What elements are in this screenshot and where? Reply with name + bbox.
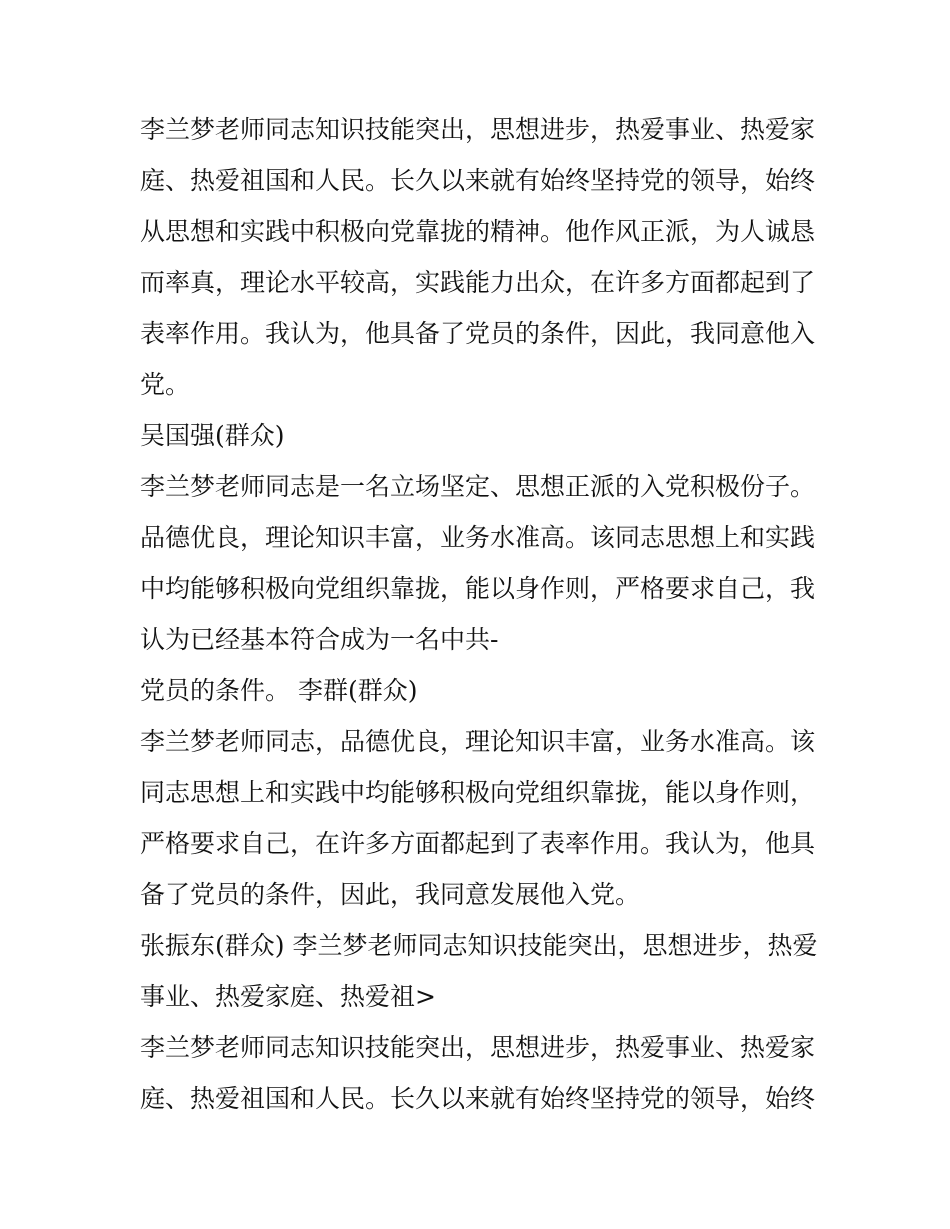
text-line: 庭、热爱祖国和人民。长久以来就有始终坚持党的领导，始终 (140, 166, 816, 195)
text-line: 表率作用。我认为，他具备了党员的条件，因此，我同意他入 (140, 319, 816, 348)
text-line: 李兰梦老师同志知识技能突出，思想进步，热爱事业、热爱家 (140, 115, 816, 144)
text-line: 严格要求自己，在许多方面都起到了表率作用。我认为，他具 (140, 829, 816, 858)
text-line: 同志思想上和实践中均能够积极向党组织靠拢，能以身作则， (140, 778, 816, 807)
text-line: 认为已经基本符合成为一名中共- (140, 625, 499, 654)
text-line: 备了党员的条件，因此，我同意发展他入党。 (140, 880, 641, 909)
text-line: 中均能够积极向党组织靠拢，能以身作则，严格要求自己，我 (140, 574, 816, 603)
text-line: 党。 (140, 370, 191, 399)
text-line: 从思想和实践中积极向党靠拢的精神。他作风正派，为人诚恳 (140, 217, 816, 246)
text-line: 而率真，理论水平较高，实践能力出众，在许多方面都起到了 (140, 268, 816, 297)
author-line: 吴国强(群众) (140, 421, 285, 450)
text-line: 事业、热爱家庭、热爱祖> (140, 982, 436, 1011)
text-line: 庭、热爱祖国和人民。长久以来就有始终坚持党的领导，始终 (140, 1084, 816, 1113)
text-line: 李兰梦老师同志，品德优良，理论知识丰富，业务水准高。该 (140, 727, 816, 756)
text-line: 品德优良，理论知识丰富，业务水准高。该同志思想上和实践 (140, 523, 816, 552)
text-line: 李兰梦老师同志是一名立场坚定、思想正派的入党积极份子。 (140, 472, 816, 501)
text-line: 张振东(群众) 李兰梦老师同志知识技能突出，思想进步，热爱 (140, 931, 818, 960)
text-line: 李兰梦老师同志知识技能突出，思想进步，热爱事业、热爱家 (140, 1033, 816, 1062)
text-line: 党员的条件。 李群(群众) (140, 676, 418, 705)
